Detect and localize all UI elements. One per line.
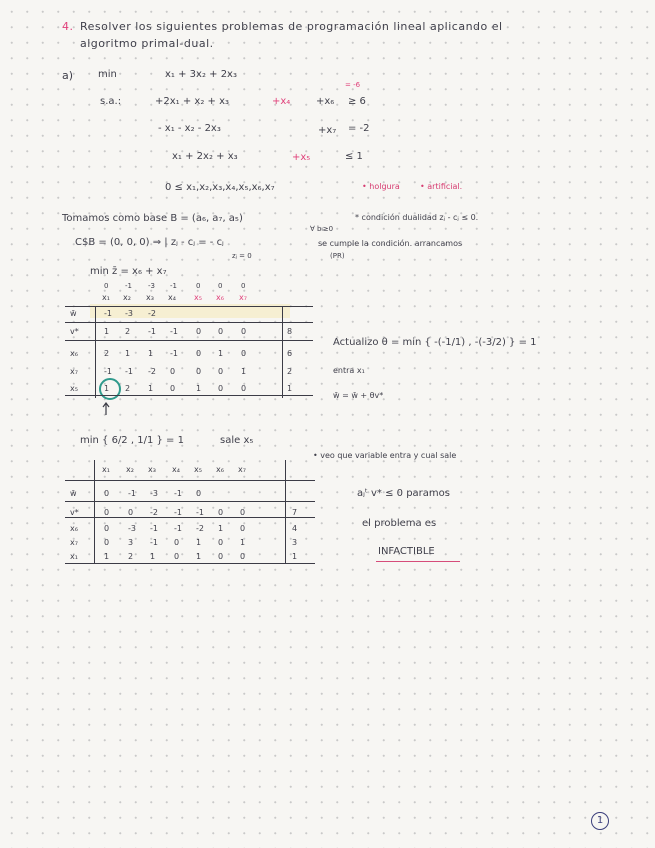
base-text: Tomamos como base B = (a₆, a₇, a₅) bbox=[62, 213, 243, 224]
page-number: 1 bbox=[591, 812, 609, 830]
cost-row-cell: -1 bbox=[125, 282, 132, 290]
table-cell: 0 bbox=[170, 384, 176, 393]
nonnegativity: 0 ≤ x₁,x₂,x₃,x₄,x₅,x₆,x₇ bbox=[165, 182, 275, 193]
row-label: v* bbox=[70, 327, 79, 336]
column-header: x₇ bbox=[239, 293, 247, 302]
table-rule bbox=[65, 501, 315, 502]
row-label: x₆ bbox=[70, 524, 78, 533]
column-header: x₄ bbox=[172, 465, 180, 474]
table-cell: 1 bbox=[148, 384, 154, 393]
table-cell: 1 bbox=[218, 349, 224, 358]
row-label: w̄ bbox=[70, 489, 77, 498]
table-cell: 0 bbox=[240, 524, 246, 533]
table-cell: 0 bbox=[104, 538, 110, 547]
table-cell: -3 bbox=[150, 489, 158, 498]
column-header: x₆ bbox=[216, 465, 224, 474]
table-cell: 1 bbox=[104, 384, 110, 393]
table-cell: -1 bbox=[170, 349, 178, 358]
table-cell: -1 bbox=[148, 327, 156, 336]
entering-arrow bbox=[101, 402, 111, 416]
constraint1-lhs: +2x₁ + x₂ + x₃ bbox=[155, 96, 229, 107]
legend-artificial: • artificial. bbox=[420, 182, 463, 191]
table-cell: -1 bbox=[150, 538, 158, 547]
pr-note: (PR) bbox=[330, 252, 345, 260]
row-label: x₇ bbox=[70, 538, 78, 547]
table-cell: 0 bbox=[240, 552, 246, 561]
row-label: w̄ bbox=[70, 309, 77, 318]
row-label: x₆ bbox=[70, 349, 78, 358]
table-cell: 1 bbox=[125, 349, 131, 358]
constraint1-x4: +x₄ bbox=[272, 96, 291, 107]
table-cell: 1 bbox=[148, 349, 154, 358]
stop-condition: aⱼᵗ v* ≤ 0 paramos bbox=[357, 488, 450, 499]
constraint2-lhs: - x₁ - x₂ - 2x₃ bbox=[158, 123, 221, 134]
pivot-circle bbox=[99, 378, 121, 400]
table-cell: 2 bbox=[125, 384, 131, 393]
cost-row-cell: 0 bbox=[196, 282, 201, 290]
table-cell: 0 bbox=[196, 489, 202, 498]
cost-row-cell: 0 bbox=[218, 282, 223, 290]
table-rule bbox=[65, 517, 315, 518]
constraint3-x5: +x₅ bbox=[292, 152, 311, 163]
column-header: x₁ bbox=[102, 465, 110, 474]
table1-min-line: min z̄ = x₆ + x₇ bbox=[90, 266, 167, 277]
table-cell: 1 bbox=[241, 367, 247, 376]
table-cell: 3 bbox=[128, 538, 134, 547]
constraint3-rel: ≤ 1 bbox=[345, 151, 363, 162]
constraint3-lhs: x₁ + 2x₂ + x₃ bbox=[172, 151, 238, 162]
table-rule bbox=[285, 460, 286, 564]
objective-min: min bbox=[98, 69, 117, 80]
cost-row-cell: -3 bbox=[148, 282, 155, 290]
problem-title-line2: algoritmo primal-dual. bbox=[80, 37, 214, 50]
rhs-cell: 8 bbox=[287, 327, 293, 336]
table-cell: -1 bbox=[170, 327, 178, 336]
column-header: x₃ bbox=[146, 293, 154, 302]
column-header: x₂ bbox=[123, 293, 131, 302]
table-rule bbox=[65, 563, 315, 564]
row-label: v* bbox=[70, 508, 79, 517]
zj-zero: zⱼ = 0 bbox=[232, 252, 252, 260]
table-cell: 0 bbox=[241, 327, 247, 336]
sale-text: sale x₅ bbox=[220, 435, 254, 446]
table-cell: 1 bbox=[104, 552, 110, 561]
table-cell: 0 bbox=[218, 508, 224, 517]
rhs-change-note: = -6 bbox=[345, 81, 361, 89]
column-header: x₆ bbox=[216, 293, 224, 302]
row-label: x₁ bbox=[70, 552, 78, 561]
table-cell: 0 bbox=[174, 552, 180, 561]
table-cell: 1 bbox=[218, 524, 224, 533]
legend-holgura: • holgura bbox=[362, 182, 400, 191]
table-cell: -1 bbox=[174, 524, 182, 533]
subject-to-label: s.a.: bbox=[100, 96, 122, 107]
table-cell: -1 bbox=[128, 489, 136, 498]
el-problema-text: el problema es bbox=[362, 518, 437, 529]
table-cell: -1 bbox=[104, 309, 112, 318]
table-cell: 0 bbox=[218, 384, 224, 393]
table-cell: 2 bbox=[128, 552, 134, 561]
problem-number: 4. bbox=[62, 20, 74, 33]
column-header: x₂ bbox=[126, 465, 134, 474]
theta-update: Actualizo θ = min { -(-1/1) , -(-3/2) } = 1 bbox=[333, 337, 537, 348]
column-header: x₃ bbox=[148, 465, 156, 474]
table-cell: -2 bbox=[148, 309, 156, 318]
table-cell: 0 bbox=[174, 538, 180, 547]
table-rule bbox=[65, 480, 315, 481]
table-cell: 1 bbox=[196, 538, 202, 547]
table-cell: -3 bbox=[128, 524, 136, 533]
table-rule bbox=[65, 306, 313, 307]
table-cell: 0 bbox=[240, 508, 246, 517]
table-cell: -1 bbox=[104, 367, 112, 376]
table-cell: 1 bbox=[240, 538, 246, 547]
cost-row-cell: 0 bbox=[241, 282, 246, 290]
table-cell: 0 bbox=[196, 367, 202, 376]
table-cell: 1 bbox=[104, 327, 110, 336]
rhs-cell: 7 bbox=[292, 508, 298, 517]
table-cell: 0 bbox=[218, 538, 224, 547]
table-cell: 1 bbox=[150, 552, 156, 561]
table-cell: 0 bbox=[218, 327, 224, 336]
table-cell: -2 bbox=[196, 524, 204, 533]
table-cell: -2 bbox=[148, 367, 156, 376]
b-nonneg-note: ∀ bᵢ≥0 bbox=[310, 225, 334, 233]
row-label: x₇ bbox=[70, 367, 78, 376]
table-cell: -1 bbox=[174, 508, 182, 517]
rhs-cell: 2 bbox=[287, 367, 293, 376]
rhs-cell: 4 bbox=[292, 524, 298, 533]
table-cell: 0 bbox=[241, 349, 247, 358]
table-cell: -1 bbox=[196, 508, 204, 517]
w-update: w̄ = w̄ + θv* bbox=[333, 391, 384, 400]
table-rule bbox=[282, 306, 283, 398]
row-label: x₅ bbox=[70, 384, 78, 393]
constraint1-rel: ≥ 6 bbox=[348, 96, 366, 107]
rhs-cell: 6 bbox=[287, 349, 293, 358]
problem-title-line1: Resolver los siguientes problemas de programación lineal aplicando el bbox=[80, 20, 503, 33]
table-rule bbox=[94, 460, 95, 564]
infactible-text: INFACTIBLE bbox=[378, 546, 435, 557]
cost-row-cell: 0 bbox=[104, 282, 109, 290]
constraint2-x7: +x₇ bbox=[318, 125, 337, 136]
rhs-cell: 1 bbox=[292, 552, 298, 561]
conclusion-bullet: • veo que variable entra y cual sale bbox=[313, 451, 457, 460]
table-cell: 0 bbox=[218, 552, 224, 561]
rhs-cell: 3 bbox=[292, 538, 298, 547]
table-cell: 2 bbox=[104, 349, 110, 358]
table-rule bbox=[95, 306, 96, 398]
table-cell: 0 bbox=[104, 524, 110, 533]
table-cell: -1 bbox=[150, 524, 158, 533]
column-header: x₅ bbox=[194, 293, 202, 302]
part-label: a) bbox=[62, 69, 74, 82]
cost-row-cell: -1 bbox=[170, 282, 177, 290]
table-cell: 0 bbox=[241, 384, 247, 393]
table-cell: -1 bbox=[125, 367, 133, 376]
min-ratio: min { 6/2 , 1/1 } = 1 bbox=[80, 435, 184, 446]
infactible-underline bbox=[376, 561, 460, 562]
column-header: x₅ bbox=[194, 465, 202, 474]
table-rule bbox=[65, 322, 313, 323]
constraint1-x6: +x₆ bbox=[316, 96, 335, 107]
column-header: x₁ bbox=[102, 293, 110, 302]
table-cell: 0 bbox=[196, 327, 202, 336]
table-cell: 0 bbox=[170, 367, 176, 376]
table-cell: 1 bbox=[196, 384, 202, 393]
table-cell: 1 bbox=[196, 552, 202, 561]
table-cell: 0 bbox=[104, 489, 110, 498]
objective-expression: x₁ + 3x₂ + 2x₃ bbox=[165, 69, 237, 80]
table-cell: -2 bbox=[150, 508, 158, 517]
table-cell: 0 bbox=[104, 508, 110, 517]
table-cell: 0 bbox=[218, 367, 224, 376]
constraint2-rel: = -2 bbox=[348, 123, 370, 134]
table-cell: 2 bbox=[125, 327, 131, 336]
table-cell: -3 bbox=[125, 309, 133, 318]
column-header: x₇ bbox=[238, 465, 246, 474]
table-rule bbox=[65, 395, 313, 396]
table-cell: -1 bbox=[174, 489, 182, 498]
cumple-text: se cumple la condición. arrancamos bbox=[318, 239, 463, 248]
table-cell: 0 bbox=[128, 508, 134, 517]
entra-text: entra x₁ bbox=[333, 366, 365, 375]
column-header: x₄ bbox=[168, 293, 176, 302]
rhs-cell: 1 bbox=[287, 384, 293, 393]
cb-text: C$B = (0, 0, 0) ⇒ | zⱼ - cⱼ = - cⱼ bbox=[75, 237, 224, 248]
duality-condition: * condición dualidad zⱼ - cⱼ ≤ 0. bbox=[355, 213, 479, 222]
table-cell: 0 bbox=[196, 349, 202, 358]
table-rule bbox=[65, 340, 313, 341]
